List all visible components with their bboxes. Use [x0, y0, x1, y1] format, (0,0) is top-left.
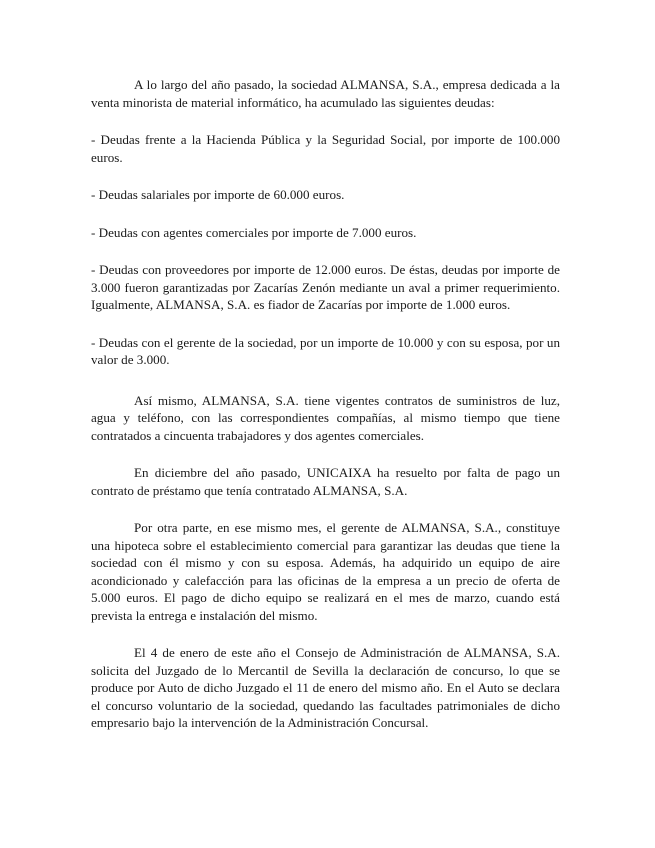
- unicaixa-paragraph: En diciembre del año pasado, UNICAIXA ha resuelto por falta de pago un contrato de préstamo que tenía contratado ALMANSA, S.A.: [91, 465, 560, 498]
- concurso-paragraph: El 4 de enero de este año el Consejo de Administración de ALMANSA, S.A. solicita del Juzgado de lo Mercantil de Sevilla la declaración de concurso, lo que se produce por Auto de dicho Juzgado el 11 de enero del mismo año. En el Auto se declara el concurso voluntario de la sociedad, quedando las facultades patrimoniales de dicho empresario bajo la intervención de la Administración Concursal.: [91, 645, 560, 730]
- debt-item-agentes: - Deudas con agentes comerciales por importe de 7.000 euros.: [91, 224, 417, 240]
- document-page: [91, 76, 560, 732]
- debt-item-salarial: - Deudas salariales por importe de 60.000 euros.: [91, 187, 345, 202]
- mortgage-paragraph: Por otra parte, en ese mismo mes, el gerente de ALMANSA, S.A., constituye una hipoteca sobre el establecimiento comercial para garantizar las deudas que tiene la sociedad con él mismo y con su esposa. Además, ha adquirido un equipo de aire acondicionado y calefacción para las oficinas de la empresa a un precio de oferta de 5.000 euros. El pago de dicho equipo se realizará en el mes de marzo, cuando está prevista la entrega e instalación del mismo.: [91, 520, 560, 623]
- contracts-paragraph: Así mismo, ALMANSA, S.A. tiene vigentes contratos de suministros de luz, agua y teléfono, con las correspondientes compañías, al mismo tiempo que tiene contratados a cincuenta trabajadores y dos agentes comerciales.: [91, 392, 560, 443]
- debt-item-hacienda: - Deudas frente a la Hacienda Pública y la Seguridad Social, por importe de 100.000 euros.: [91, 132, 560, 165]
- debt-item-gerente: - Deudas con el gerente de la sociedad, por un importe de 10.000 y con su esposa, por un valor de 3.000.: [91, 334, 560, 367]
- debt-item-proveedores: - Deudas con proveedores por importe de 12.000 euros. De éstas, deudas por importe de 3.000 fueron garantizadas por Zacarías Zenón mediante un aval a primer requerimiento. Igualmente, ALMANSA, S.A. es fiador de Zacarías por importe de 1.000 euros.: [91, 262, 560, 312]
- intro-paragraph: A lo largo del año pasado, la sociedad ALMANSA, S.A., empresa dedicada a la venta minorista de material informático, ha acumulado las siguientes deudas:: [91, 77, 560, 110]
